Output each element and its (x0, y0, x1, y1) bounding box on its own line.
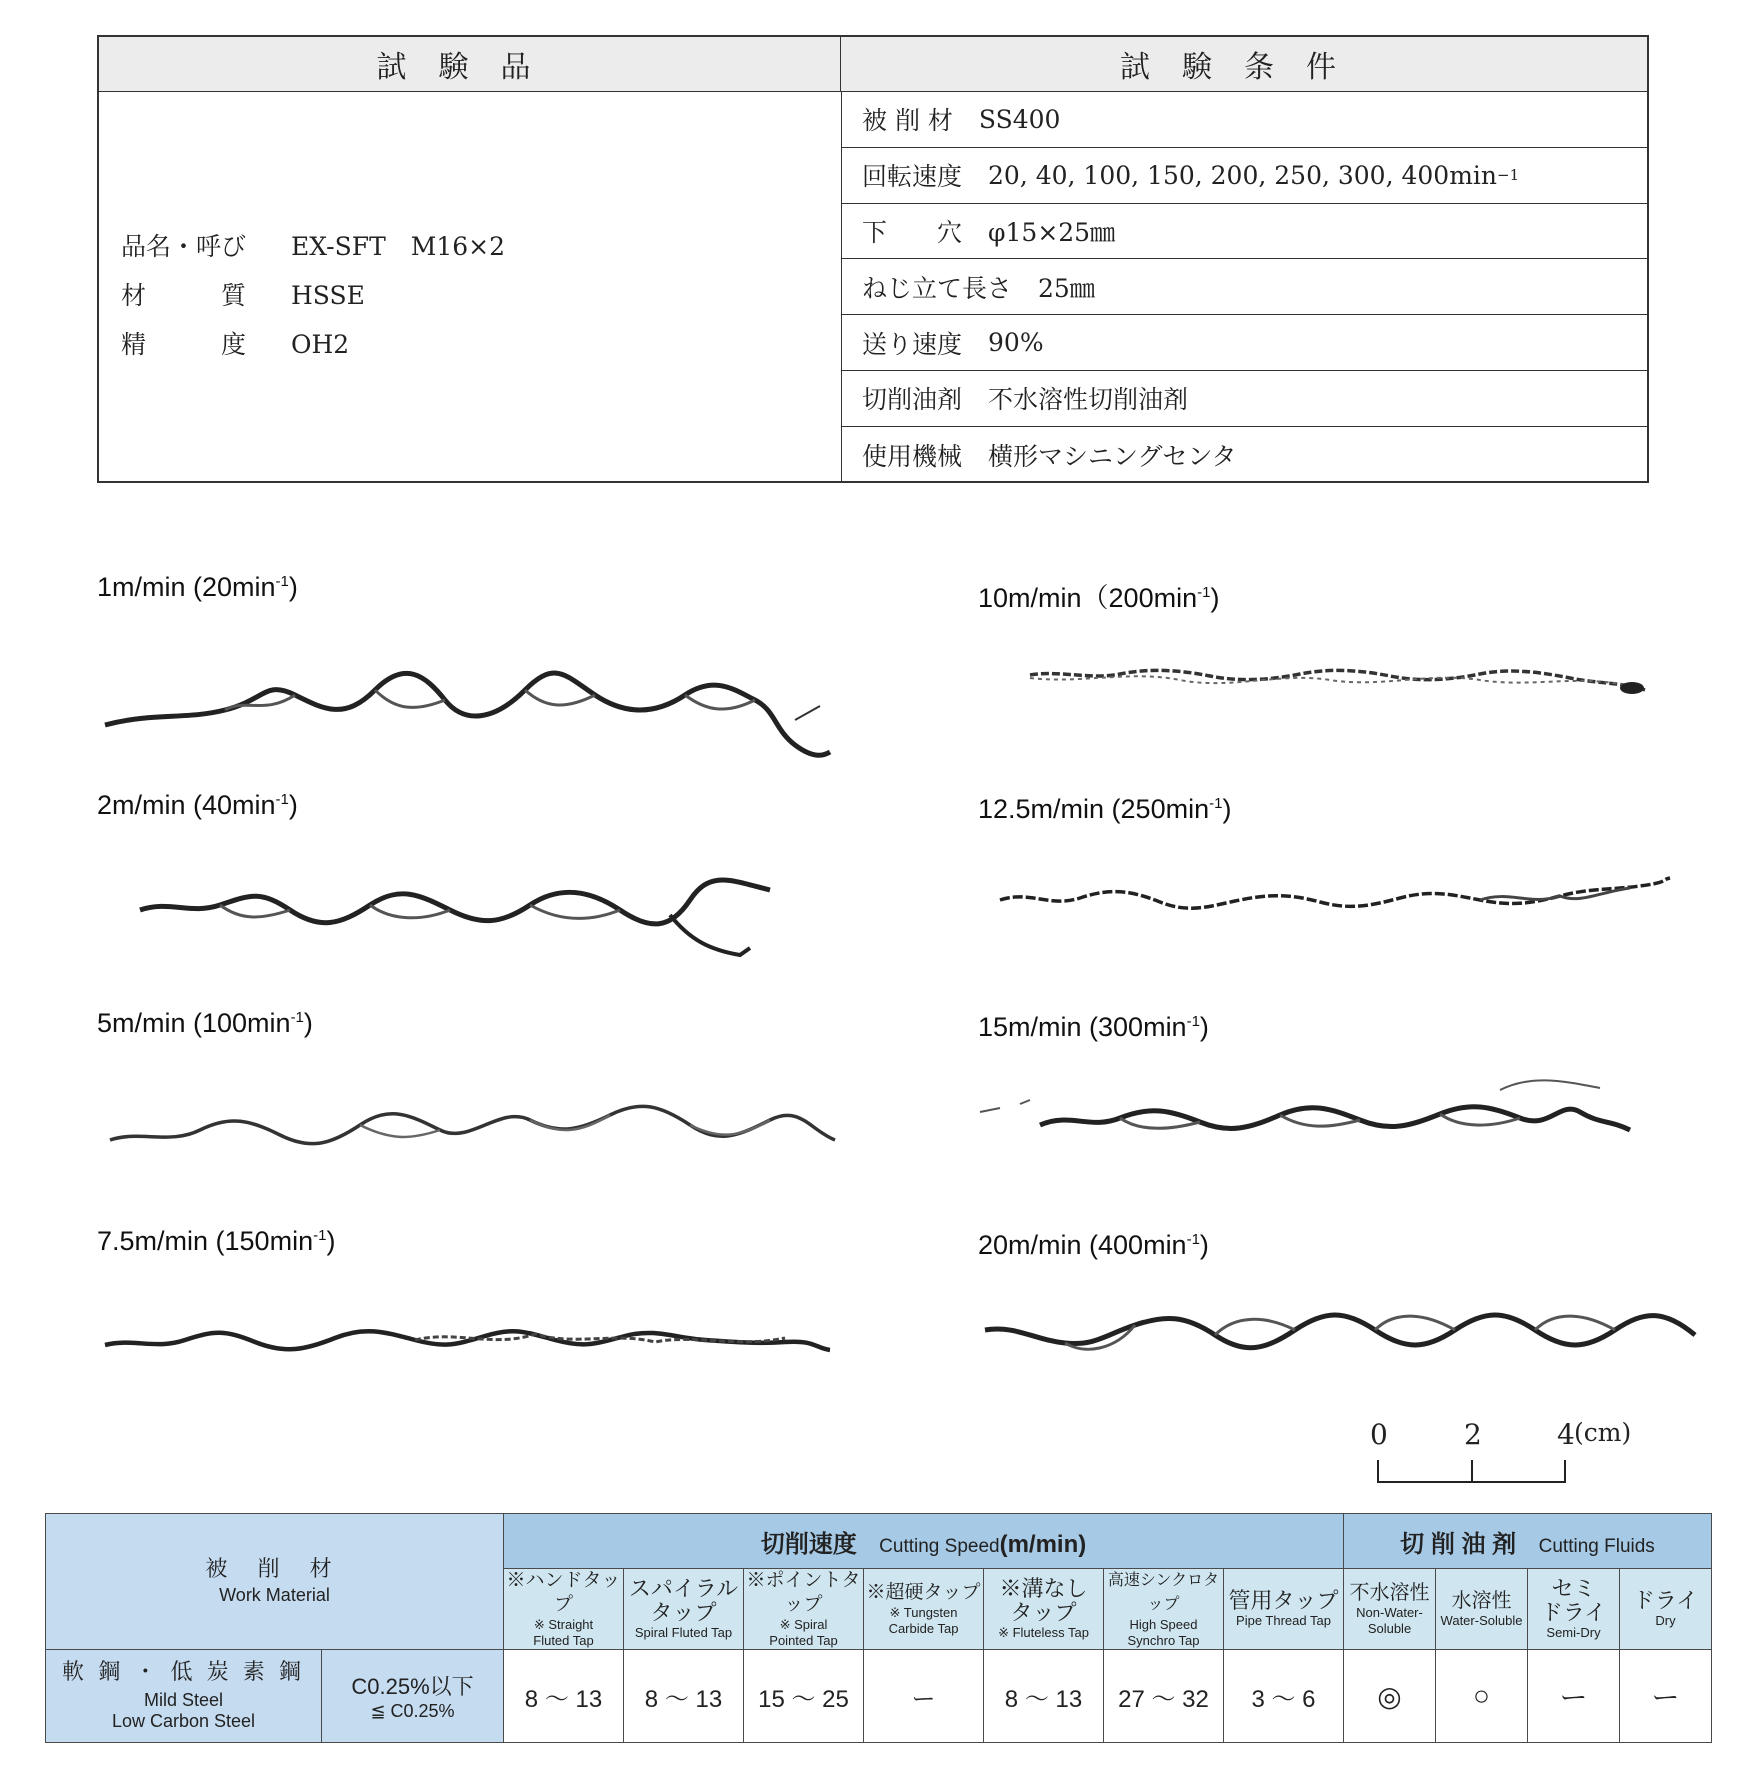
work-material-en: Work Material (219, 1585, 330, 1605)
condition-value: SS400 (978, 104, 1061, 134)
test-spec-table (97, 35, 1649, 483)
speed-value: 8 ～ 13 (504, 1650, 624, 1743)
product-row (121, 222, 505, 271)
cutting-fluids-header (1344, 1514, 1712, 1569)
condition-row (842, 315, 1647, 371)
condition-value: 横形マシニングセンタ (988, 441, 1237, 471)
speed-value: ー (864, 1650, 984, 1743)
material-en: Low Carbon Steel (111, 1711, 256, 1731)
condition-key: 下 穴 (862, 217, 963, 247)
scale-tick-label: 2 (1464, 1418, 1482, 1451)
product-key: 精 度 (121, 330, 247, 359)
tap-column-header: ※ハンドタップ ※ Straight Fluted Tap (504, 1569, 624, 1650)
chip-image-3 (100, 1085, 840, 1165)
material-en: Mild Steel (143, 1690, 224, 1710)
product-row (121, 320, 505, 369)
chip-image-7 (960, 1060, 1660, 1160)
speed-value: 15 ～ 25 (744, 1650, 864, 1743)
carbon-en: ≦ C0.25% (370, 1701, 455, 1721)
scale-tick-label: 0 (1370, 1418, 1388, 1451)
product-row (121, 271, 505, 320)
chip-image-8 (975, 1285, 1715, 1385)
scale-line (1370, 1458, 1580, 1488)
speed-value: 27 ～ 32 (1104, 1650, 1224, 1743)
chip-label: 2m/min $(40\min^{-1})$ (97, 790, 298, 820)
condition-row (842, 371, 1647, 427)
condition-row (842, 259, 1647, 315)
scale-tick-label: 4 (1557, 1418, 1575, 1451)
condition-key: ねじ立て長さ (862, 273, 1013, 303)
cutting-speed-header (504, 1514, 1344, 1569)
material-jp: 軟 鋼 ・ 低 炭 素 鋼 (62, 1659, 305, 1684)
carbon-jp: C0.25%以下 (351, 1674, 474, 1699)
condition-value: 不水溶性切削油剤 (988, 385, 1189, 415)
condition-key: 回転速度 (862, 162, 963, 192)
material-cell (46, 1650, 322, 1743)
chip-image-6 (990, 870, 1680, 930)
chip-image-4 (95, 1300, 840, 1380)
fluid-value: ○ (1436, 1650, 1528, 1743)
product-value: EX-SFT M16×2 (291, 232, 506, 261)
condition-value: 25㎜ (1038, 273, 1095, 303)
condition-key: 切削油剤 (862, 385, 963, 415)
chip-label: 15m/min $(300\min^{-1})$ (978, 1012, 1209, 1042)
speed-value: 8 ～ 13 (984, 1650, 1104, 1743)
carbon-cell (322, 1650, 504, 1743)
chip-label: 5m/min $(100\min^{-1})$ (97, 1008, 313, 1038)
chip-label: $10m/\min(200\min^{-1})$ (978, 583, 1220, 613)
chip-image-2 (130, 870, 810, 970)
product-value: OH2 (291, 330, 350, 359)
condition-value: φ15×25㎜ (988, 217, 1116, 247)
product-key: 材 質 (121, 281, 247, 310)
condition-value: 20, 40, 100, 150, 200, 250, 300, 400min (988, 160, 1497, 190)
tap-column-header: スパイラル タップ Spiral Fluted Tap (624, 1569, 744, 1650)
cutting-speed-unit: (m/min) (999, 1530, 1087, 1558)
fluid-column-header: 水溶性 Water-Soluble (1436, 1569, 1528, 1650)
cutting-speed-en: Cutting Speed (879, 1535, 1000, 1557)
condition-sup: −1 (1497, 166, 1520, 185)
fluid-value: ー (1620, 1650, 1712, 1743)
chip-label: 12.5m/min $(250\min^{-1})$ (978, 794, 1232, 824)
condition-key: 被 削 材 (862, 106, 953, 136)
condition-value: 90% (988, 328, 1044, 358)
product-value: HSSE (291, 281, 365, 310)
condition-key: 使用機械 (862, 441, 963, 471)
chip-image-1 (95, 640, 835, 770)
speed-value: 8 ～ 13 (624, 1650, 744, 1743)
conditions-list (842, 92, 1647, 481)
chip-image-5 (1020, 650, 1660, 710)
work-material-header (46, 1514, 504, 1650)
chip-label: 7.5m/min $(150\min^{-1})$ (97, 1226, 336, 1256)
chip-label: 1m/min $(20\min^{-1})$ (97, 572, 298, 602)
test-product-header: 試験品 (99, 37, 841, 92)
fluid-value: ー (1528, 1650, 1620, 1743)
fluid-column-header: 不水溶性 Non-Water- Soluble (1344, 1569, 1436, 1650)
fluid-value: ◎ (1344, 1650, 1436, 1743)
chip-label: 20m/min $(400\min^{-1})$ (978, 1230, 1209, 1260)
condition-row (842, 148, 1647, 204)
scale-unit: (cm) (1574, 1418, 1632, 1447)
fluid-column-header: セミ ドライ Semi-Dry (1528, 1569, 1620, 1650)
condition-key: 送り速度 (862, 329, 963, 359)
condition-row (842, 92, 1647, 148)
test-conditions-header: 試験条件 (841, 37, 1647, 92)
tap-column-header: 管用タップ Pipe Thread Tap (1224, 1569, 1344, 1650)
fluid-column-header: ドライ Dry (1620, 1569, 1712, 1650)
work-material-jp: 被 削 材 (205, 1556, 344, 1581)
tap-column-header: ※超硬タップ ※ Tungsten Carbide Tap (864, 1569, 984, 1650)
product-key: 品名・呼び (121, 232, 247, 261)
cutting-fluids-jp: 切 削 油 剤 (1400, 1530, 1517, 1558)
tap-column-header: ※溝なし タップ ※ Fluteless Tap (984, 1569, 1104, 1650)
speed-value: 3 ～ 6 (1224, 1650, 1344, 1743)
condition-row (842, 204, 1647, 260)
cutting-fluids-en: Cutting Fluids (1538, 1535, 1655, 1557)
cutting-speed-jp: 切削速度 (760, 1530, 857, 1558)
condition-row (842, 427, 1647, 483)
scale-bar (1370, 1418, 1670, 1488)
product-info (121, 222, 505, 369)
cutting-conditions-table (45, 1513, 1712, 1743)
tap-column-header: ※ポイントタップ ※ Spiral Pointed Tap (744, 1569, 864, 1650)
tap-column-header: 高速シンクロタップ High Speed Synchro Tap (1104, 1569, 1224, 1650)
